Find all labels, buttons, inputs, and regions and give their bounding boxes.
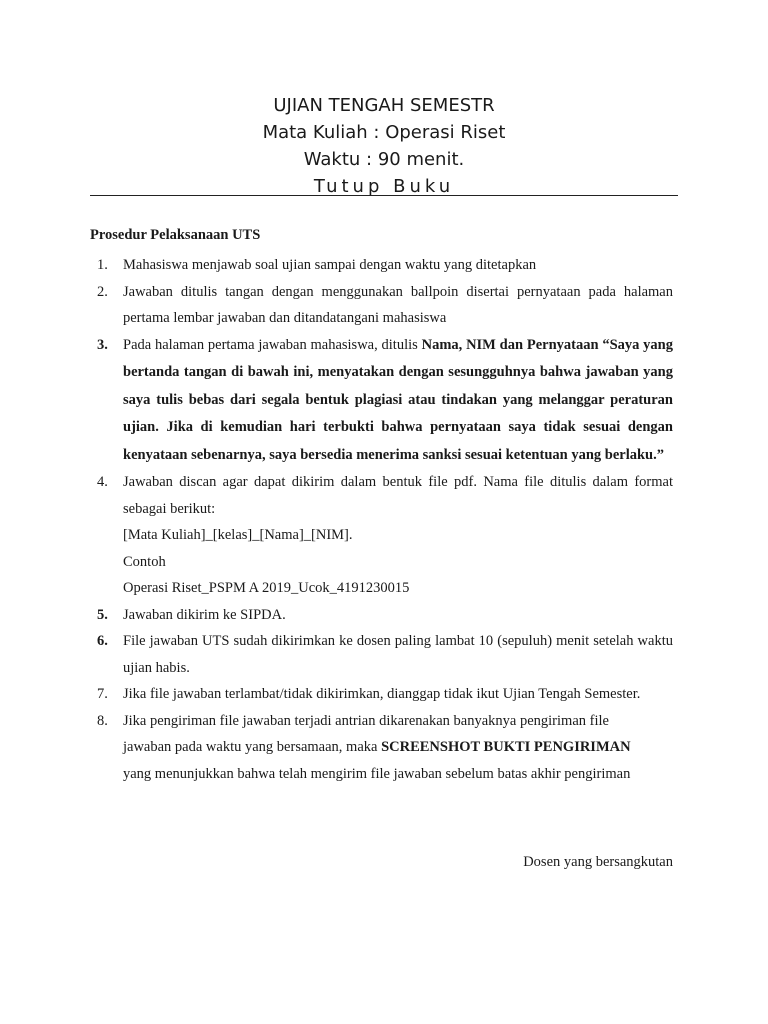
item-text: Pada halaman pertama jawaban mahasiswa, ditulis xyxy=(123,336,422,353)
list-item-3 xyxy=(90,332,673,470)
list-item-6 xyxy=(90,628,673,681)
example-filename-text: Operasi Riset_PSPM A 2019_Ucok_4191230015 xyxy=(123,580,410,596)
header-divider xyxy=(90,195,678,196)
document-header xyxy=(90,92,678,200)
item-text: Jika file jawaban terlambat/tidak dikirimkan, dianggap tidak ikut Ujian Tengah Semester. xyxy=(123,686,641,702)
item-number: 5. xyxy=(97,606,108,623)
file-format-text: [Mata Kuliah]_[kelas]_[Nama]_[NIM]. xyxy=(123,527,353,543)
statement-text: Nama, NIM dan Pernyataan “Saya yang bertanda tangan di bawah ini, menyatakan dengan sesungguhnya bahwa jawaban yang saya tulis bebas dari segala bentuk plagiasi atau tindakan yang melanggar peraturan ujian. Jika di kemudian hari terbukti bahwa pernyataan saya tidak sesuai dengan kenyataan sebenarnya, saya bersedia menerima sanksi sesuai ketentuan yang berlaku.” xyxy=(123,336,673,463)
item-number: 3. xyxy=(97,336,108,353)
item-number: 8. xyxy=(97,712,108,729)
exam-title: UJIAN TENGAH SEMESTR xyxy=(273,95,495,116)
item-text: File jawaban UTS sudah dikirimkan ke dosen paling lambat 10 (sepuluh) menit setelah waktu ujian habis. xyxy=(123,633,673,676)
exam-mode: Tutup Buku xyxy=(313,176,455,197)
item-text: Mahasiswa menjawab soal ujian sampai dengan waktu yang ditetapkan xyxy=(123,257,537,273)
exam-duration: Waktu : 90 menit. xyxy=(303,149,465,170)
item-text: Jawaban dikirim ke SIPDA. xyxy=(123,606,286,623)
signature: Dosen yang bersangkutan xyxy=(523,854,673,870)
list-item-5 xyxy=(90,602,673,629)
example-filename xyxy=(90,575,673,602)
item-number: 7. xyxy=(97,686,108,702)
item-number: 1. xyxy=(97,257,108,273)
list-item-8 xyxy=(90,708,673,788)
item-text: Jawaban ditulis tangan dengan menggunakan ballpoin disertai pernyataan pada halaman pertama lembar jawaban dan ditandatangani mahasiswa xyxy=(123,283,673,326)
item-line: Jika pengiriman file jawaban terjadi antrian dikarenakan banyaknya pengiriman file xyxy=(123,712,609,729)
item-line-text: jawaban pada waktu yang bersamaan, maka xyxy=(123,739,382,755)
item-line: yang menunjukkan bahwa telah mengirim file jawaban sebelum batas akhir pengiriman xyxy=(123,765,631,782)
section-title: Prosedur Pelaksanaan UTS xyxy=(90,227,261,243)
item-number: 4. xyxy=(97,474,108,490)
example-label-text: Contoh xyxy=(123,553,166,570)
list-item-2 xyxy=(90,279,673,332)
file-format xyxy=(90,522,673,549)
list-item-1 xyxy=(90,252,673,279)
item-text: Jawaban discan agar dapat dikirim dalam bentuk file pdf. Nama file ditulis dalam format sebagai berikut: xyxy=(123,474,673,517)
example-label xyxy=(90,549,673,576)
screenshot-emphasis: SCREENSHOT BUKTI PENGIRIMAN xyxy=(381,739,631,755)
item-number: 6. xyxy=(97,633,108,649)
course-name: Mata Kuliah : Operasi Riset xyxy=(262,122,506,143)
item-number: 2. xyxy=(97,283,108,300)
procedure-section xyxy=(90,222,673,787)
list-item-7 xyxy=(90,681,673,708)
list-item-4 xyxy=(90,469,673,522)
item-line xyxy=(123,734,673,761)
